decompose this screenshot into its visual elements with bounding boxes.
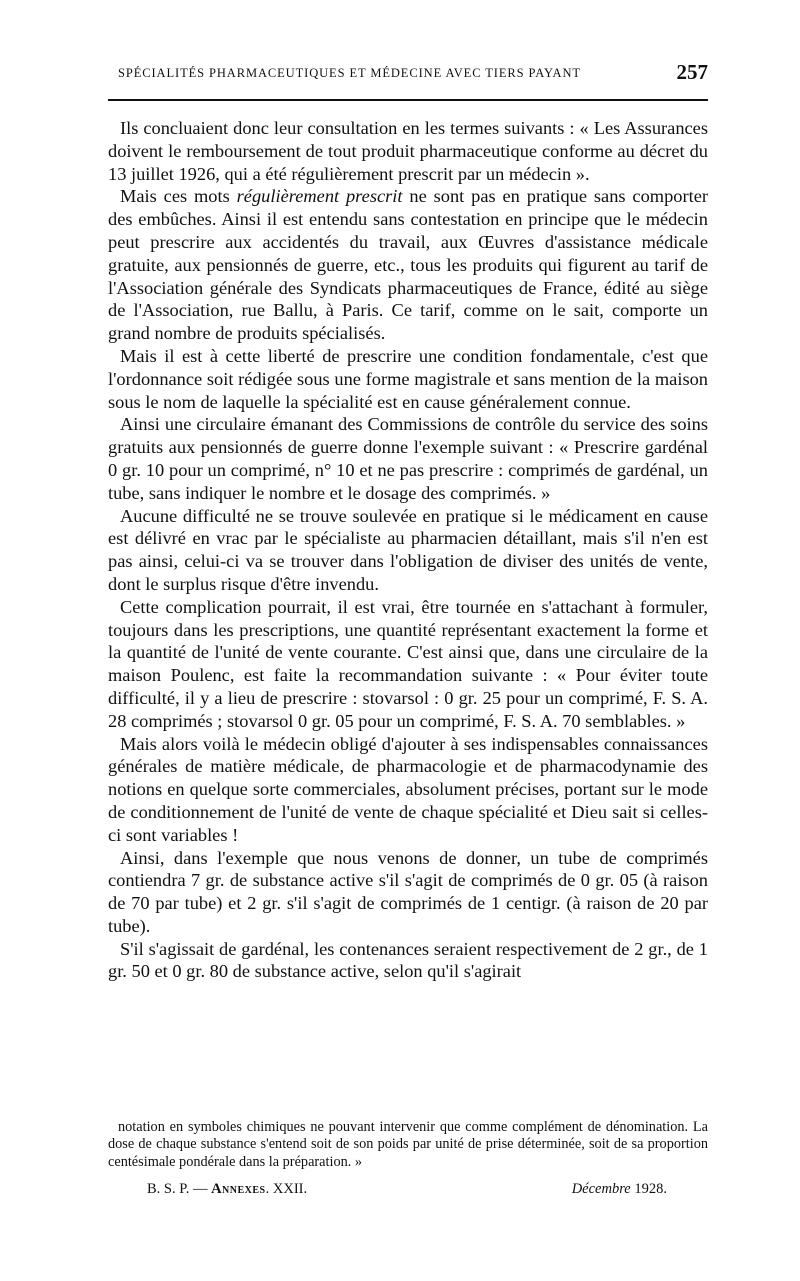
body-text — [108, 117, 708, 983]
page-header — [108, 60, 708, 90]
italic-phrase: régulièrement prescrit — [236, 186, 403, 207]
text-run: Mais ces mots — [120, 186, 237, 207]
footnote-text: notation en symboles chimiques ne pouvant intervenir que comme complément de dénomination. La dose de chaque substance s'entend soit de son poids par unité de prise déterminée, soit de sa proportion centésimale pondérale dans la préparation. » — [108, 1119, 708, 1170]
page-number: 257 — [676, 60, 708, 84]
footer-publication — [147, 1181, 307, 1198]
paragraph: Mais il est à cette liberté de prescrire une condition fondamentale, c'est que l'ordonnance soit rédigée sous une forme magistrale et sans mention de la maison sous le nom de laquelle la spécialité est en cause généralement connue. — [108, 345, 708, 412]
page-footer — [147, 1181, 667, 1203]
footnote — [108, 1119, 708, 1171]
paragraph: Ainsi, dans l'exemple que nous venons de donner, un tube de comprimés contiendra 7 gr. de substance active s'il s'agit de comprimés de 0 gr. 05 (à raison de 70 par tube) et 2 gr. s'il s'agit de comprimés de 1 centigr. (à raison de 20 par tube). — [108, 847, 708, 936]
footer-year: 1928. — [634, 1181, 667, 1197]
text-run: ne sont pas en pratique sans comporter des embûches. Ainsi il est entendu sans contestation en principe que le médecin peut prescrire aux accidentés du travail, aux Œuvres d'assistance médicale gratuite, aux pensionnés de guerre, etc., tous les produits qui figurent au tarif de l'Association générale des Syndicats pharmaceutiques de France, édité au siège de l'Association, rue Ballu, à Paris. Ce tarif, comme on le sait, comporte un grand nombre de produits spécialisés. — [108, 186, 708, 344]
paragraph: Mais alors voilà le médecin obligé d'ajouter à ses indispensables connaissances générales de matière médicale, de pharmacologie et de pharmacodynamie des notions en quelque sorte commerciales, absolument précises, portant sur le mode de conditionnement de l'unité de vente de chaque spécialité et Dieu sait si celles-ci sont variables ! — [108, 733, 708, 845]
footer-date — [572, 1181, 667, 1198]
paragraph: Cette complication pourrait, il est vrai, être tournée en s'attachant à formuler, toujours dans les prescriptions, une quantité représentant exactement la forme et la quantité de l'unité de vente courante. C'est ainsi que, dans une circulaire de la maison Poulenc, est faite la recommandation suivante : « Pour éviter toute difficulté, il y a lieu de prescrire : stovarsol : 0 gr. 25 pour un comprimé, F. S. A. 28 comprimés ; stovarsol 0 gr. 05 pour un comprimé, F. S. A. 70 semblables. » — [108, 596, 708, 731]
header-rule — [108, 99, 708, 101]
paragraph — [108, 185, 708, 345]
footer-prefix: B. S. P. — — [147, 1181, 212, 1197]
paragraph: S'il s'agissait de gardénal, les contenances seraient respectivement de 2 gr., de 1 gr. 50 et 0 gr. 80 de substance active, selon qu'il s'agirait — [108, 938, 708, 982]
running-head: SPÉCIALITÉS PHARMACEUTIQUES ET MÉDECINE AVEC TIERS PAYANT — [118, 66, 581, 80]
footer-month: Décembre — [571, 1181, 635, 1197]
paragraph: Ainsi une circulaire émanant des Commissions de contrôle du service des soins gratuits aux pensionnés de guerre donne l'exemple suivant : « Prescrire gardénal 0 gr. 10 pour un comprimé, n° 10 et ne pas prescrire : comprimés de gardénal, un tube, sans indiquer le nombre et le dosage des comprimés. » — [108, 414, 708, 503]
footer-annexes: Annexes — [211, 1181, 266, 1197]
paragraph: Aucune difficulté ne se trouve soulevée en pratique si le médicament en cause est délivré en vrac par le spécialiste au pharmacien détaillant, mais s'il n'en est pas ainsi, celui-ci va se trouver dans l'obligation de diviser des unités de vente, dont le surplus risque d'être invendu. — [108, 505, 708, 594]
footer-volume: . XXII. — [265, 1181, 308, 1197]
paragraph: Ils concluaient donc leur consultation en les termes suivants : « Les Assurances doivent le remboursement de tout produit pharmaceutique conforme au décret du 13 juillet 1926, qui a été régulièrement prescrit par un médecin ». — [108, 118, 708, 184]
